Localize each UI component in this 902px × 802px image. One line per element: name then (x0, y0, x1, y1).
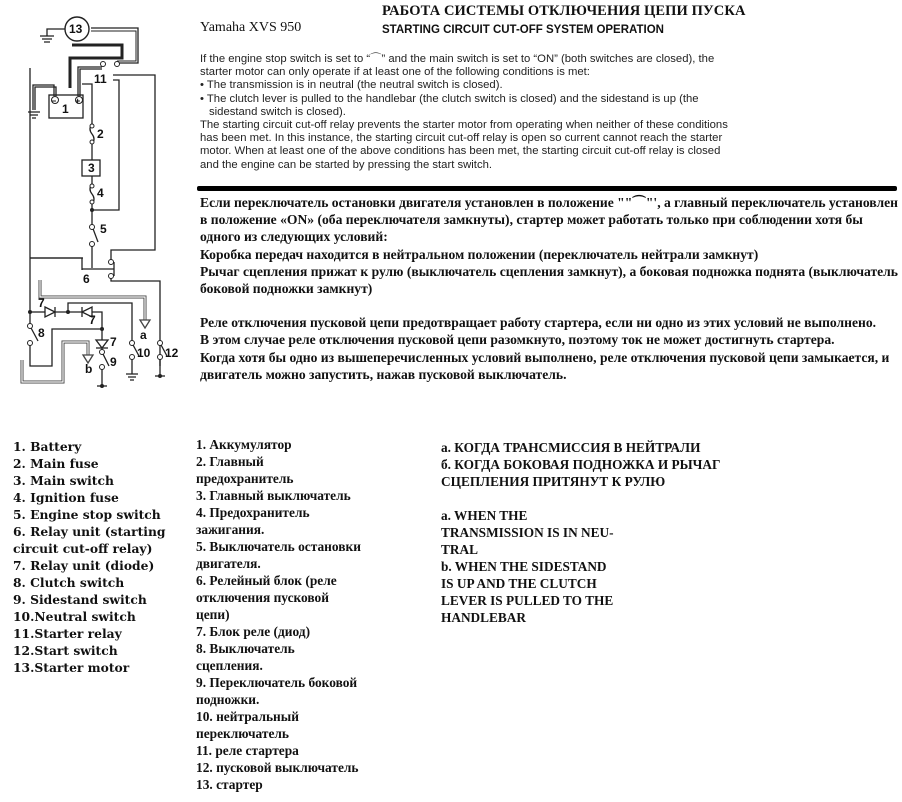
legend-item: 1. Battery (13, 439, 82, 454)
label-main-fuse: 2 (97, 127, 104, 141)
legend-item: 1. Аккумулятор (196, 437, 292, 452)
russian-paragraph-3: Когда хотя бы одно из вышеперечисленных условий выполнено, реле отключения пусковой цепи замыкается, и двигатель можно запустить, нажав пусковой выключатель. (200, 349, 890, 382)
legend-item: 13.Starter motor (13, 660, 130, 675)
condition-en-line: IS UP AND THE CLUTCH (441, 576, 597, 591)
english-conditions-list (200, 79, 740, 119)
russian-intro: Если переключатель остановки двигателя установлен в положение ""⌒"', а главный переключатель установлен в положение «ON» (оба переключателя замкнуты), стартер может работать только при соблюдении хотя бы одного из следующих условий: (200, 195, 898, 245)
label-path-b: b (85, 362, 93, 376)
legend-item: 9. Sidestand switch (13, 592, 147, 607)
label-battery: 1 (62, 102, 69, 116)
english-explanation: The starting circuit cut-off relay prevents the starter motor from operating when neither of these conditions has been met. In this instance, the starting circuit cut-off relay is open so current cannot reach the starter motor. When at least one of the above conditions has been met, the starting circuit cut-off relay is closed and the engine can be started by pressing the start switch. (200, 119, 728, 171)
conditions-block (441, 439, 751, 626)
label-starter-relay: 11 (94, 72, 107, 86)
russian-paragraph-1: Реле отключения пусковой цепи предотвращает работу стартера, если ни одно из этих условий не выполнено. (200, 315, 877, 331)
legend-item: 11. реле стартера (196, 743, 299, 758)
legend-item: 5. Выключатель остановки (196, 539, 361, 554)
legend-item: 7. Relay unit (diode) (13, 558, 155, 573)
legend-item: 9. Переключатель боковой (196, 675, 358, 690)
label-main-switch: 3 (88, 161, 95, 175)
legend-item: предохранитель (196, 471, 294, 486)
legend-english (13, 438, 198, 676)
condition-en-line: HANDLEBAR (441, 610, 526, 625)
condition-en-line: a. WHEN THE (441, 508, 528, 523)
label-diode-2: 7 (89, 313, 96, 327)
label-battery-plus: + (75, 96, 81, 106)
page-title-ru: РАБОТА СИСТЕМЫ ОТКЛЮЧЕНИЯ ЦЕПИ ПУСКА (382, 3, 746, 19)
legend-item: 2. Main fuse (13, 456, 99, 471)
legend-item: 4. Предохранитель (196, 505, 310, 520)
legend-item: 8. Clutch switch (13, 575, 125, 590)
label-battery-minus: − (51, 96, 57, 106)
wiring-diagram (0, 0, 200, 410)
label-path-a: a (140, 328, 147, 342)
legend-item: 3. Главный выключатель (196, 488, 351, 503)
legend-item: 10. нейтральный (196, 709, 299, 724)
condition-ru-line: б. КОГДА БОКОВАЯ ПОДНОЖКА И РЫЧАГ (441, 457, 721, 472)
condition-ru-line: СЦЕПЛЕНИЯ ПРИТЯНУТ К РУЛЮ (441, 474, 666, 489)
russian-condition-1: Коробка передач находится в нейтральном положении (переключатель нейтрали замкнут) (200, 246, 759, 262)
condition-en-line: TRANSMISSION IS IN NEU- (441, 525, 614, 540)
legend-item: отключения пусковой (196, 590, 329, 605)
russian-paragraph-2: В этом случае реле отключения пусковой цепи разомкнуто, поэтому ток не может достигнуть стартера. (200, 332, 835, 348)
label-diode-3: 7 (110, 335, 117, 349)
legend-item: 12. пусковой выключатель (196, 760, 359, 775)
legend-item: переключатель (196, 726, 290, 741)
russian-description (200, 194, 900, 383)
condition-en-line: b. WHEN THE SIDESTAND (441, 559, 607, 574)
russian-condition-2: Рычаг сцепления прижат к рулю (выключатель сцепления замкнут), а боковая подножка поднята (выключатель боковой подножки замкнут) (200, 263, 898, 297)
english-description (200, 53, 740, 172)
condition-en-line: LEVER IS PULLED TO THE (441, 593, 614, 608)
label-relay-unit: 6 (83, 272, 90, 286)
legend-russian (196, 436, 416, 793)
legend-item: 8. Выключатель (196, 641, 295, 656)
page-title-en: STARTING CIRCUIT CUT-OFF SYSTEM OPERATION (382, 24, 664, 36)
label-engine-stop-switch: 5 (100, 222, 107, 236)
legend-item: 5. Engine stop switch (13, 507, 161, 522)
legend-item: circuit cut-off relay) (13, 541, 153, 556)
legend-item: подножки. (196, 692, 260, 707)
legend-item: 4. Ignition fuse (13, 490, 119, 505)
legend-item: 6. Relay unit (starting (13, 524, 166, 539)
label-sidestand-switch: 9 (110, 355, 117, 369)
legend-item: 13. стартер (196, 777, 263, 792)
english-condition: • The transmission is in neutral (the neutral switch is closed). (200, 79, 740, 92)
legend-item: 12.Start switch (13, 643, 118, 658)
label-starter-motor: 13 (69, 22, 83, 36)
condition-ru-line: а. КОГДА ТРАНСМИССИЯ В НЕЙТРАЛИ (441, 440, 701, 455)
legend-item: 7. Блок реле (диод) (196, 624, 311, 639)
legend-item: цепи) (196, 607, 230, 622)
label-diode-1: 7 (38, 296, 45, 310)
condition-en-line: TRAL (441, 542, 478, 557)
legend-item: двигателя. (196, 556, 261, 571)
legend-item: сцепления. (196, 658, 263, 673)
legend-item: 6. Релейный блок (реле (196, 573, 337, 588)
label-neutral-switch: 10 (137, 346, 151, 360)
legend-item: 10.Neutral switch (13, 609, 136, 624)
model-title: Yamaha XVS 950 (200, 20, 302, 35)
legend-item: 3. Main switch (13, 473, 114, 488)
legend-item: 2. Главный (196, 454, 264, 469)
legend-item: 11.Starter relay (13, 626, 122, 641)
label-start-switch: 12 (165, 346, 179, 360)
english-intro: If the engine stop switch is set to “⌒” and the main switch is set to “ON” (both switches are closed), the starter motor can only operate if at least one of the following conditions is met: (200, 53, 715, 79)
label-clutch-switch: 8 (38, 326, 45, 340)
section-divider (197, 186, 897, 191)
legend-item: зажигания. (196, 522, 265, 537)
english-condition: • The clutch lever is pulled to the handlebar (the clutch switch is closed) and the sidestand is up (the sidestand switch is closed). (200, 93, 740, 119)
label-ignition-fuse: 4 (97, 186, 104, 200)
